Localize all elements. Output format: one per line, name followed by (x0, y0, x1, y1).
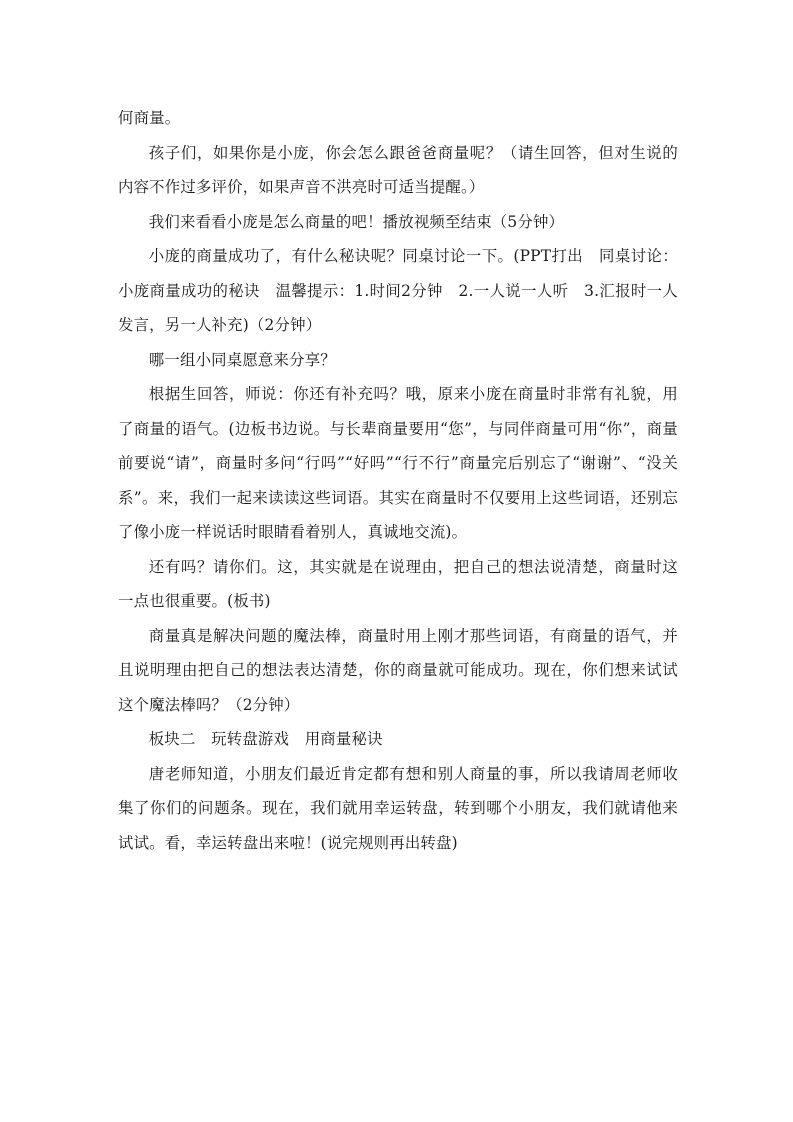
section-heading-2: 板块二 玩转盘游戏 用商量秘诀 (148, 730, 383, 748)
paragraph-4: 小庞的商量成功了，有什么秘诀呢？同桌讨论一下。(PPT打出 同桌讨论：小庞商量成功的秘诀 温馨提示：1.时间2分钟 2.一人说一人听 3.汇报时一人发言，另一人补充)（2分钟） (118, 247, 678, 334)
document-body (118, 101, 678, 860)
paragraph-10: 唐老师知道，小朋友们最近肯定都有想和别人商量的事，所以我请周老师收集了你们的问题条。现在，我们就用幸运转盘，转到哪个小朋友，我们就请他来试试。看，幸运转盘出来啦！(说完规则再出转盘) (118, 764, 678, 852)
paragraph-6: 根据生回答，师说：你还有补充吗？哦，原来小庞在商量时非常有礼貌，用了商量的语气。(边板书边说。与长辈商量要用“您”，与同伴商量可用“你”，商量前要说“请”，商量时多问“行吗”“好吗”“行不行”商量完后别忘了“谢谢”、“没关系”。来，我们一起来读读这些词语。其实在商量时不仅要用上这些词语，还别忘了像小庞一样说话时眼睛看着别人，真诚地交流)。 (118, 385, 678, 541)
paragraph-7: 还有吗？请你们。这，其实就是在说理由，把自己的想法说清楚，商量时这一点也很重要。(板书) (118, 557, 678, 610)
paragraph-1: 何商量。 (118, 109, 181, 127)
paragraph-8: 商量真是解决问题的魔法棒，商量时用上刚才那些词语，有商量的语气，并且说明理由把自己的想法表达清楚，你的商量就可能成功。现在，你们想来试试这个魔法棒吗？（2分钟） (118, 626, 678, 714)
paragraph-3: 我们来看看小庞是怎么商量的吧！播放视频至结束（5分钟） (148, 212, 565, 231)
paragraph-5: 哪一组小同桌愿意来分享？ (148, 350, 336, 369)
paragraph-2: 孩子们，如果你是小庞，你会怎么跟爸爸商量呢？（请生回答，但对生说的内容不作过多评价，如果声音不洪亮时可适当提醒。） (118, 143, 678, 196)
